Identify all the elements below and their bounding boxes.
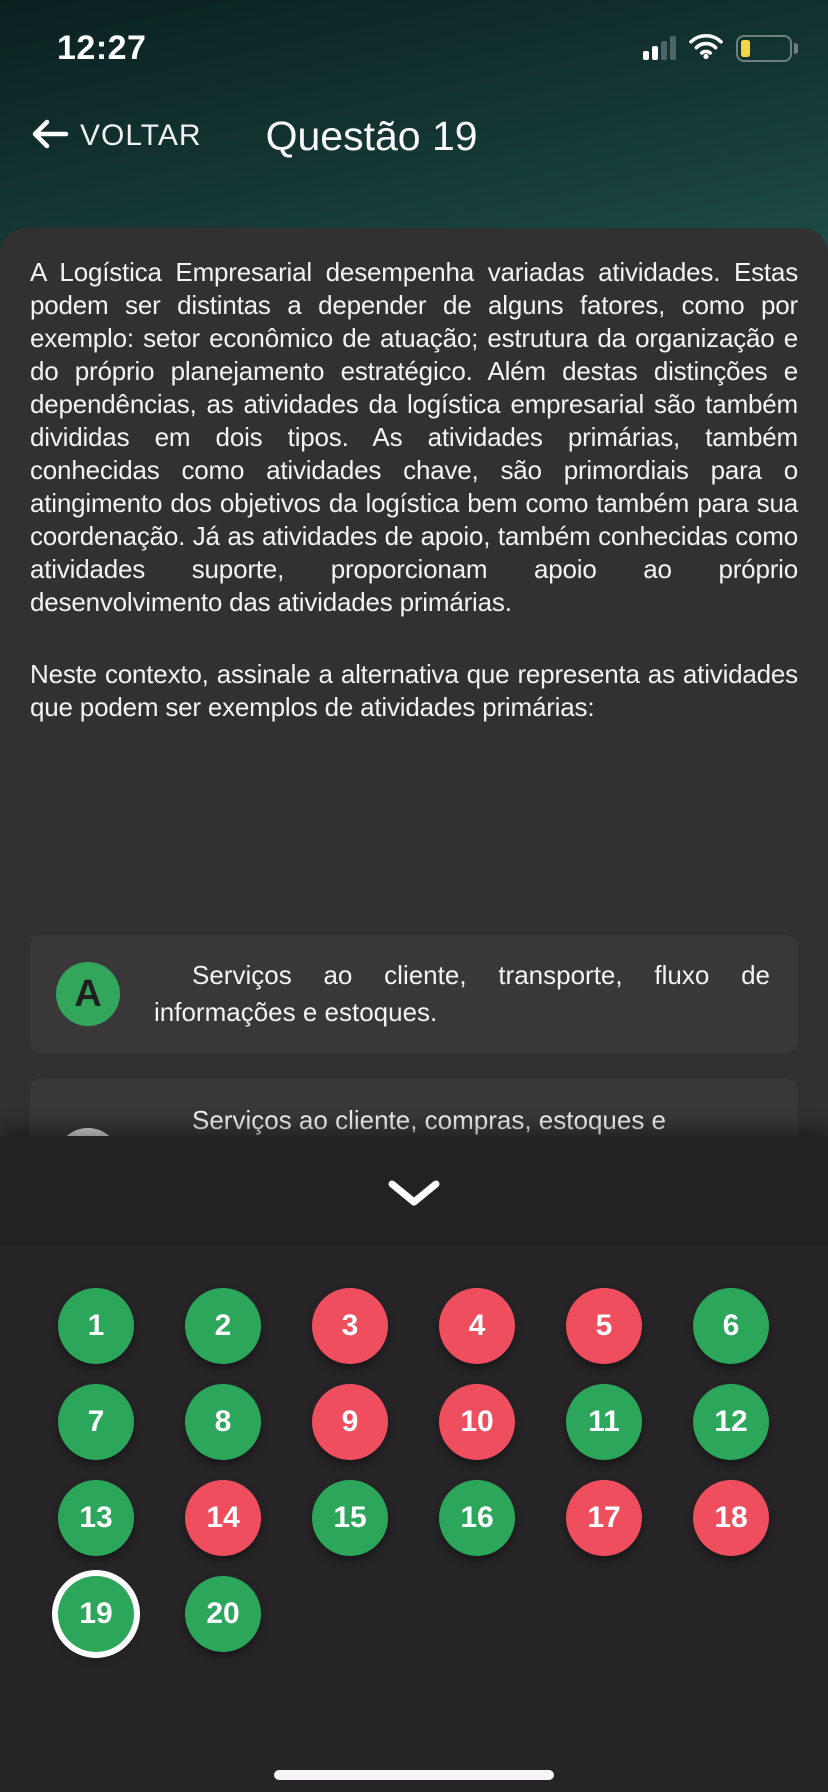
page-title: Questão 19 <box>265 112 478 159</box>
question-nav-grid <box>58 1288 772 1652</box>
question-nav-grid-area <box>0 1245 828 1792</box>
question-nav-item-8[interactable]: 8 <box>185 1384 261 1460</box>
question-prompt: Neste contexto, assinale a alternativa que representa as atividades que podem ser exemplos de atividades primárias: <box>30 659 798 722</box>
question-nav-item-11[interactable]: 11 <box>566 1384 642 1460</box>
question-nav-item-16[interactable]: 16 <box>439 1480 515 1556</box>
question-body: A Logística Empresarial desempenha variadas atividades. Estas podem ser distintas a depender de alguns fatores, como por exemplo: setor econômico de atuação; estrutura da organização e do próprio planejamento estratégico. Além destas distinções e dependências, as atividades da logística empresarial são também divididas em dois tipos. As atividades primárias, também conhecidas como atividades chave, são primordiais para o atingimento dos objetivos da logística bem como também para sua coordenação. Já as atividades de apoio, também conhecidas como atividades suporte, proporcionam apoio ao próprio desenvolvimento das atividades primárias. <box>30 257 798 617</box>
question-nav-item-18[interactable]: 18 <box>693 1480 769 1556</box>
option-a-text: Serviços ao cliente, transporte, fluxo de informações e estoques. <box>154 960 770 1027</box>
back-arrow-icon <box>30 117 70 156</box>
question-nav-item-13[interactable]: 13 <box>58 1480 134 1556</box>
question-nav-item-9[interactable]: 9 <box>312 1384 388 1460</box>
option-b-text: Serviços ao cliente, compras, estoques e <box>192 1105 667 1135</box>
back-button[interactable] <box>30 117 202 156</box>
collapse-sheet-button[interactable] <box>369 1172 459 1216</box>
wifi-icon <box>688 32 724 64</box>
question-nav-sheet <box>0 1136 828 1792</box>
chevron-down-icon <box>385 1177 443 1212</box>
cellular-signal-icon <box>643 36 676 60</box>
question-nav-item-19[interactable]: 19 <box>58 1576 134 1652</box>
question-nav-item-6[interactable]: 6 <box>693 1288 769 1364</box>
status-time: 12:27 <box>57 28 147 67</box>
option-a[interactable] <box>30 935 798 1053</box>
home-indicator[interactable] <box>274 1770 554 1780</box>
question-nav-item-17[interactable]: 17 <box>566 1480 642 1556</box>
question-nav-item-5[interactable]: 5 <box>566 1288 642 1364</box>
question-nav-item-10[interactable]: 10 <box>439 1384 515 1460</box>
battery-icon <box>736 35 792 62</box>
app-header <box>0 108 828 164</box>
question-nav-item-2[interactable]: 2 <box>185 1288 261 1364</box>
question-nav-item-7[interactable]: 7 <box>58 1384 134 1460</box>
option-a-badge: A <box>56 962 120 1026</box>
question-nav-item-14[interactable]: 14 <box>185 1480 261 1556</box>
status-icons <box>643 32 792 64</box>
question-nav-item-20[interactable]: 20 <box>185 1576 261 1652</box>
back-button-label: VOLTAR <box>80 119 202 152</box>
question-nav-item-4[interactable]: 4 <box>439 1288 515 1364</box>
battery-level <box>741 40 750 57</box>
question-nav-item-12[interactable]: 12 <box>693 1384 769 1460</box>
question-nav-item-15[interactable]: 15 <box>312 1480 388 1556</box>
question-nav-item-3[interactable]: 3 <box>312 1288 388 1364</box>
question-nav-item-1[interactable]: 1 <box>58 1288 134 1364</box>
status-bar <box>0 24 828 72</box>
